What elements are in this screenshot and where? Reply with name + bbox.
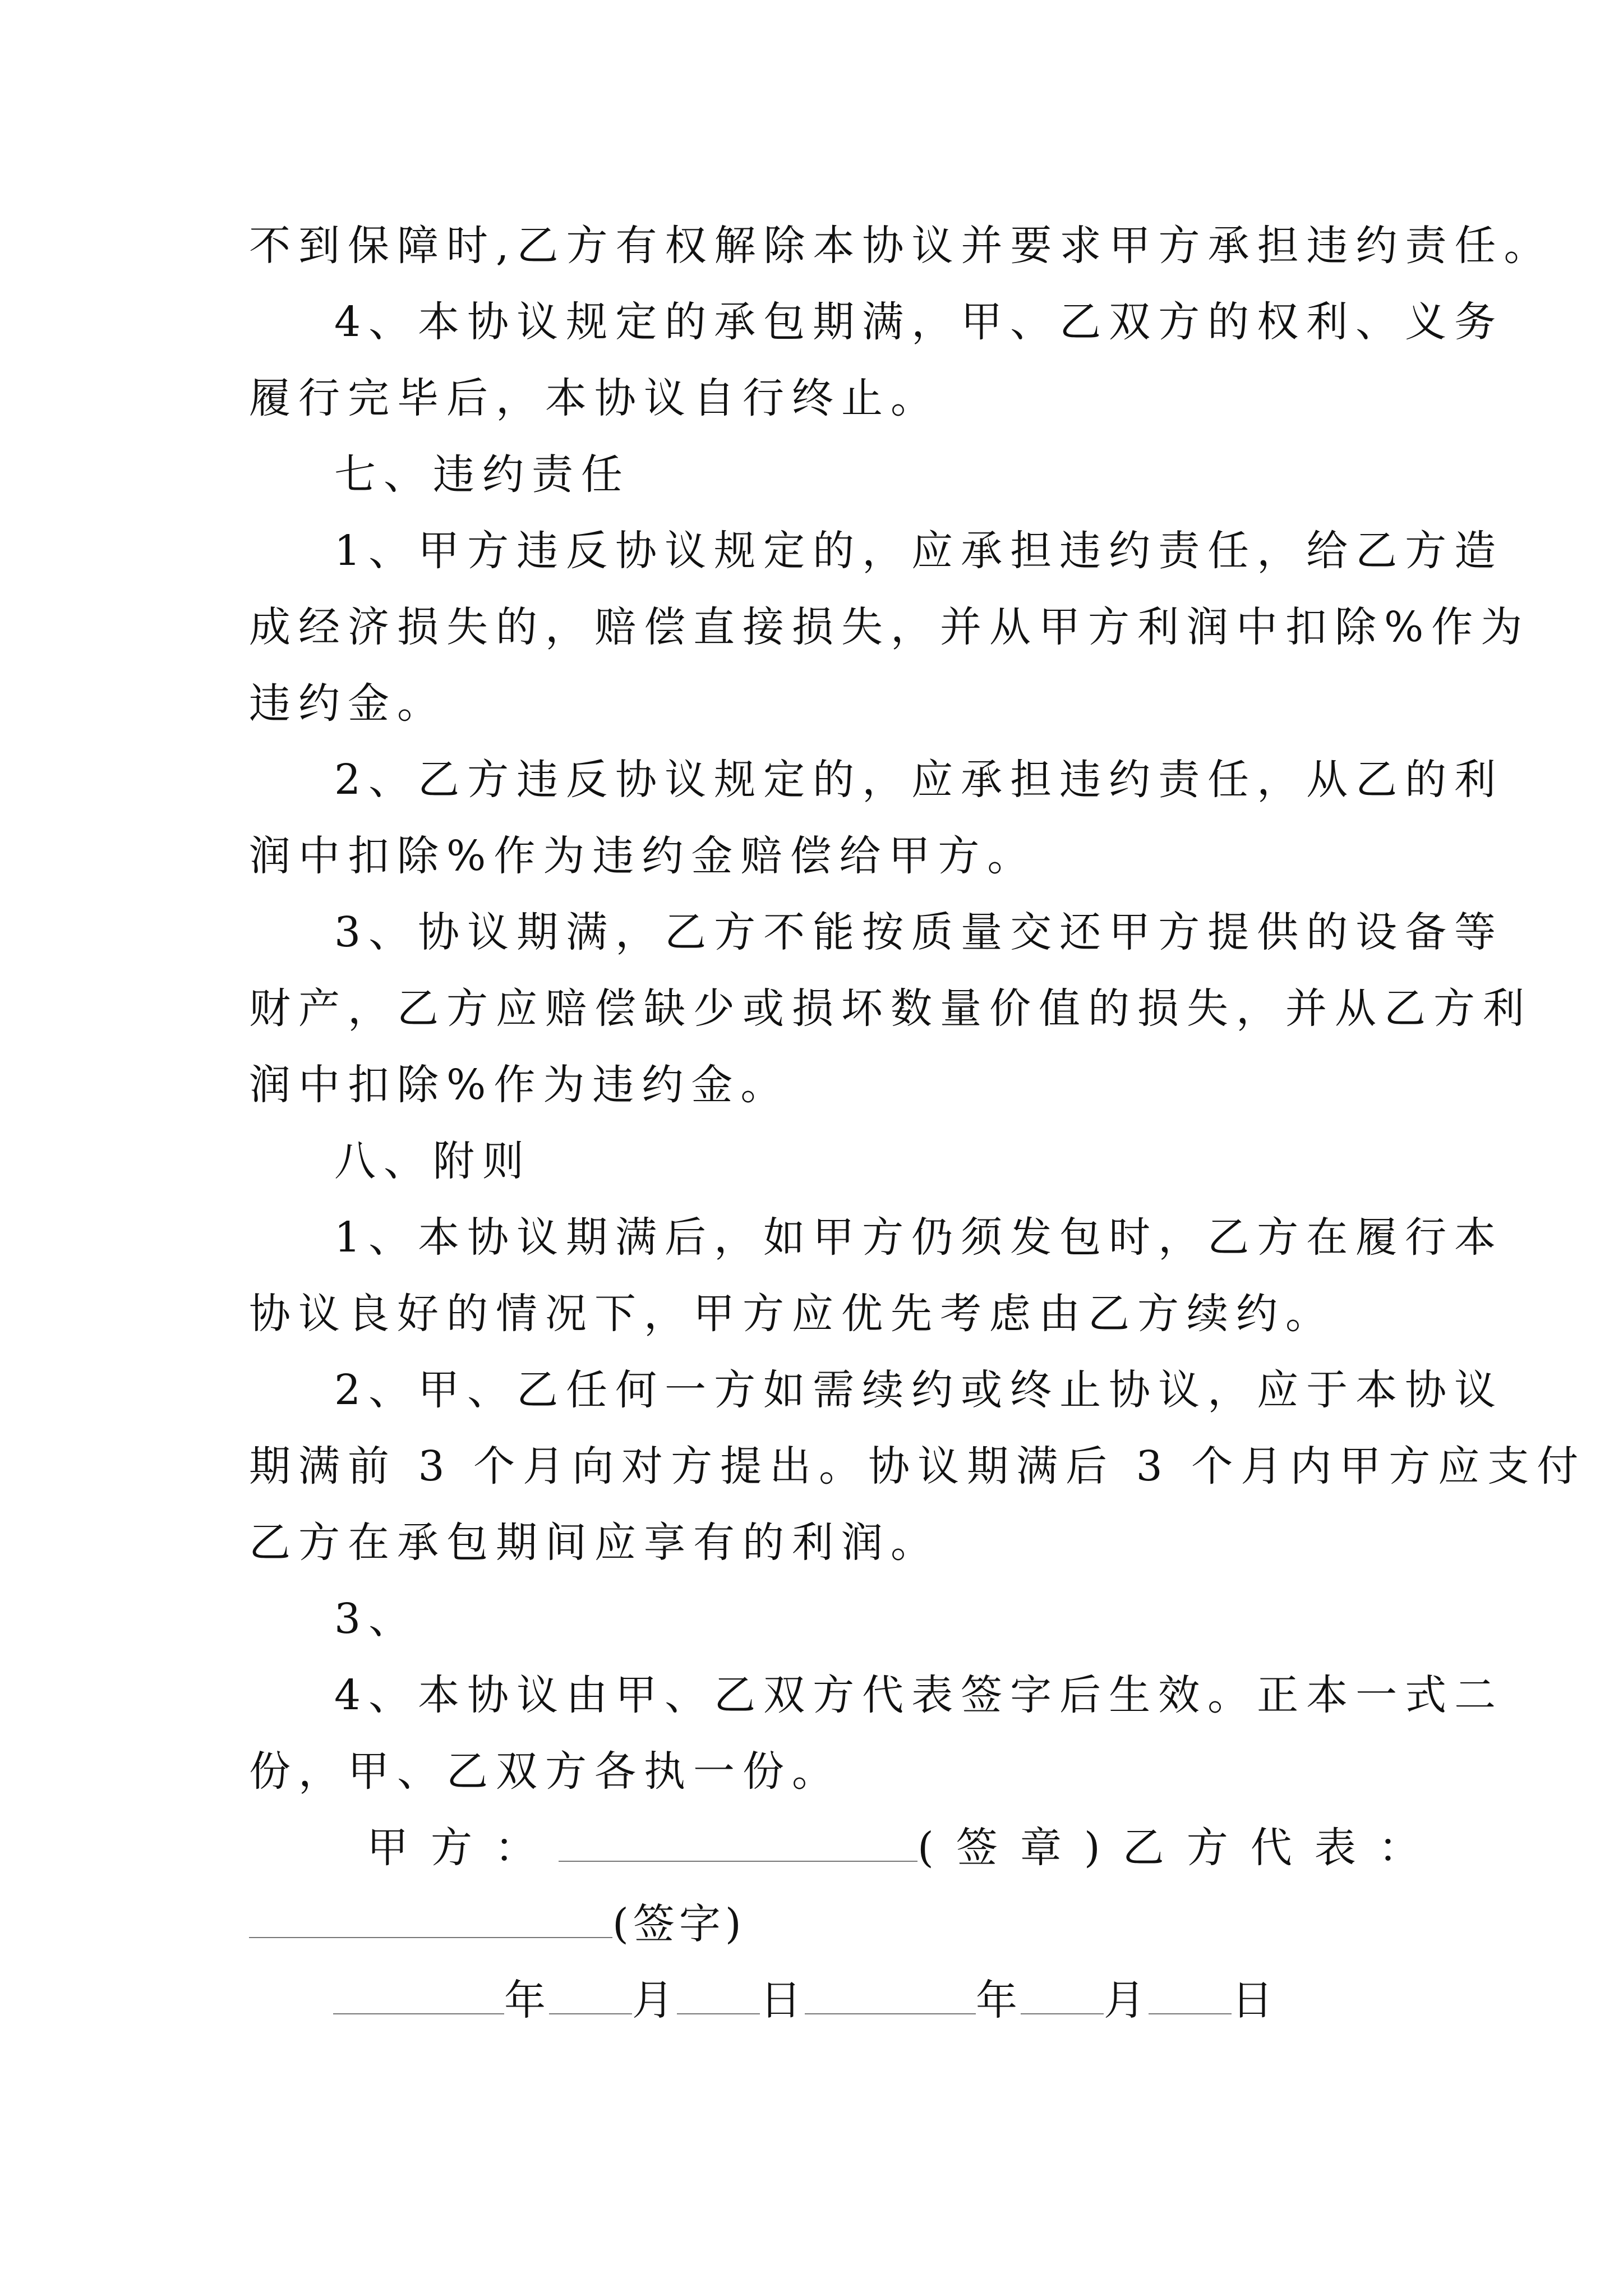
- party-a-signature-blank: [559, 1827, 917, 1862]
- text-line-1: 不到保障时,乙方有权解除本协议并要求甲方承担违约责任。: [249, 222, 1553, 270]
- party-b-year-blank: [805, 1980, 976, 2014]
- text-line-19: 3、: [334, 1595, 418, 1643]
- party-b-day-label: 日: [1232, 1976, 1276, 2024]
- section-heading-7: 七、违约责任: [334, 450, 630, 499]
- party-b-label: 乙方代表：: [1122, 1824, 1442, 1872]
- text-line-5: 1、甲方违反协议规定的，应承担违约责任，给乙方造: [334, 527, 1504, 575]
- party-a-day-blank: [677, 1980, 760, 2014]
- text-line-2: 4、本协议规定的承包期满，甲、乙双方的权利、义务: [334, 298, 1504, 346]
- text-line-11: 财产，乙方应赔偿缺少或损坏数量价值的损失，并从乙方利: [249, 984, 1532, 1033]
- party-a-seal-note: (签章): [917, 1824, 1123, 1872]
- signature-date-line: [249, 1962, 1387, 2039]
- party-a-year-label: 年: [504, 1976, 549, 2024]
- text-line-15: 协议良好的情况下，甲方应优先考虑由乙方续约。: [249, 1290, 1335, 1338]
- party-a-month-blank: [549, 1980, 632, 2014]
- text-line-18: 乙方在承包期间应享有的利润。: [249, 1519, 940, 1567]
- party-a-label: 甲方：: [367, 1824, 559, 1872]
- party-b-day-blank: [1149, 1980, 1232, 2014]
- party-b-signature-blank: [249, 1903, 612, 1938]
- text-line-14: 1、本协议期满后，如甲方仍须发包时，乙方在履行本: [334, 1213, 1504, 1262]
- section-heading-8: 八、附则: [334, 1137, 532, 1185]
- party-b-year-label: 年: [976, 1976, 1021, 2024]
- signature-line-parties: [249, 1810, 1442, 1886]
- text-line-17: 期满前 3 个月向对方提出。协议期满后 3 个月内甲方应支付: [249, 1442, 1587, 1490]
- text-line-21: 份，甲、乙双方各执一份。: [249, 1747, 841, 1796]
- party-a-month-label: 月: [632, 1976, 677, 2024]
- party-b-sign-note: (签字): [612, 1900, 746, 1948]
- document-body: [249, 208, 1587, 2039]
- text-line-16: 2、甲、乙任何一方如需续约或终止协议，应于本协议: [334, 1366, 1504, 1414]
- text-line-9: 润中扣除%作为违约金赔偿给甲方。: [249, 832, 1037, 880]
- text-line-8: 2、乙方违反协议规定的，应承担违约责任，从乙的利: [334, 756, 1504, 804]
- party-a-year-blank: [333, 1980, 504, 2014]
- signature-line-party-b: [249, 1886, 1387, 1962]
- text-line-6: 成经济损失的，赔偿直接损失，并从甲方利润中扣除%作为: [249, 603, 1530, 651]
- text-line-7: 违约金。: [249, 679, 446, 728]
- party-b-month-blank: [1021, 1980, 1104, 2014]
- text-line-12: 润中扣除%作为违约金。: [249, 1061, 790, 1109]
- party-b-month-label: 月: [1104, 1976, 1149, 2024]
- text-line-3: 履行完毕后，本协议自行终止。: [249, 374, 940, 422]
- text-line-10: 3、协议期满，乙方不能按质量交还甲方提供的设备等: [334, 908, 1504, 956]
- party-a-day-label: 日: [760, 1976, 805, 2024]
- text-line-20: 4、本协议由甲、乙双方代表签字后生效。正本一式二: [334, 1671, 1504, 1719]
